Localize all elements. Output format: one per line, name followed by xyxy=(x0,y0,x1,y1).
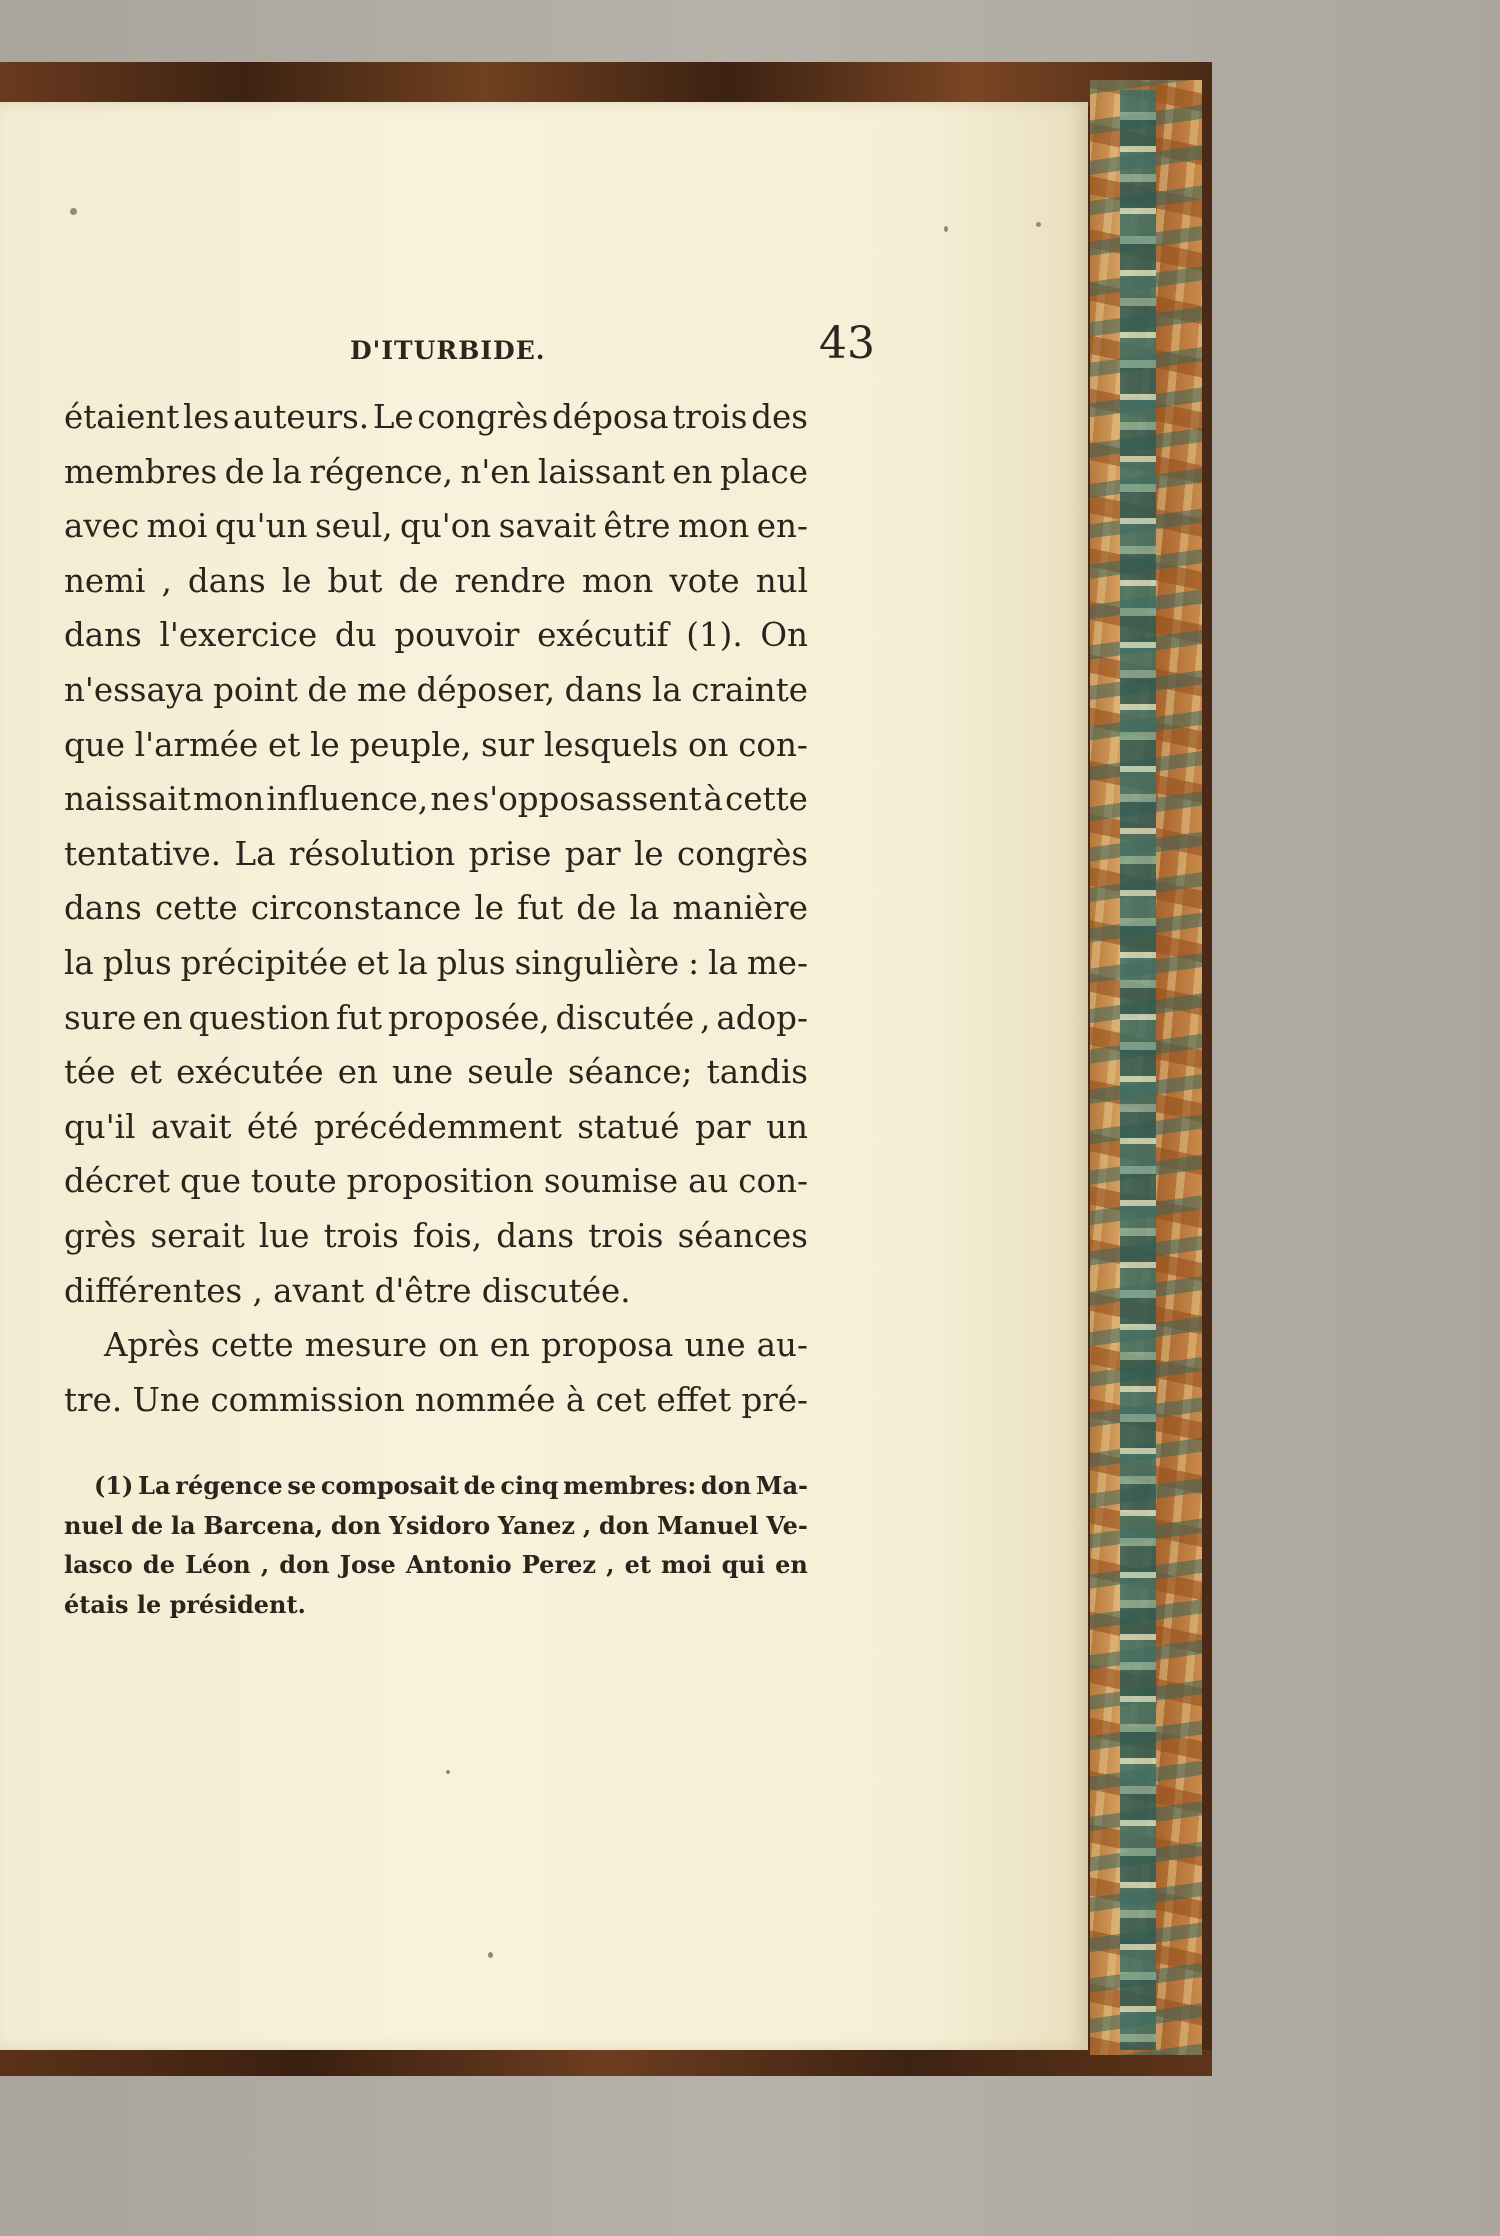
text-line: dans l'exercice du pouvoir exécutif (1). On xyxy=(64,616,808,655)
paper-speck xyxy=(70,208,77,215)
text-line: tée et exécutée en une seule séance; tandis xyxy=(64,1053,808,1092)
running-head xyxy=(64,318,875,378)
text-line: avec moi qu'un seul, qu'on savait être mon en- xyxy=(64,507,808,546)
paper-speck xyxy=(1036,222,1041,227)
text-line: nemi , dans le but de rendre mon vote nul xyxy=(64,561,808,600)
text-line: tentative. La résolution prise par le congrès xyxy=(64,834,808,873)
footnote-line: lasco de Léon , don Jose Antonio Perez , et moi qui en xyxy=(64,1550,808,1579)
body-text xyxy=(64,390,808,1427)
text-line: que l'armée et le peuple, sur lesquels on con- xyxy=(64,725,808,764)
footnote xyxy=(64,1466,808,1624)
text-line: sure en question fut proposée, discutée , adop- xyxy=(64,998,808,1037)
text-line: la plus précipitée et la plus singulière : la me- xyxy=(64,943,808,982)
cover-bottom-edge xyxy=(0,2050,1212,2076)
text-line: n'essaya point de me déposer, dans la crainte xyxy=(64,670,808,709)
paper-speck xyxy=(488,1952,493,1958)
text-line: grès serait lue trois fois, dans trois séances xyxy=(64,1216,808,1255)
page-number: 43 xyxy=(819,318,875,369)
marbled-pattern-stripe xyxy=(1120,90,1156,2050)
paper-speck xyxy=(944,226,948,232)
text-line: différentes , avant d'être discutée. xyxy=(64,1271,631,1310)
paper-speck xyxy=(446,1770,450,1774)
text-line: étaient les auteurs. Le congrès déposa trois des xyxy=(64,398,808,436)
text-line: décret que toute proposition soumise au con- xyxy=(64,1162,808,1201)
text-line: dans cette circonstance le fut de la manière xyxy=(64,889,808,928)
footnote-line: étais le président. xyxy=(64,1589,306,1619)
footnote-line: nuel de la Barcena, don Ysidoro Yanez , don Manuel Ve- xyxy=(64,1510,808,1540)
text-line: Après cette mesure on en proposa une au- xyxy=(104,1326,808,1365)
text-line: naissait mon influence, ne s'opposassent à cette xyxy=(64,780,808,819)
cover-top-edge xyxy=(0,62,1212,106)
running-title: D'ITURBIDE. xyxy=(350,336,546,365)
text-line: tre. Une commission nommée à cet effet pré- xyxy=(64,1380,808,1419)
text-line: qu'il avait été précédemment statué par un xyxy=(64,1107,808,1146)
text-line: membres de la régence, n'en laissant en place xyxy=(64,452,808,491)
footnote-line: (1) La régence se composait de cinq membres: don Ma- xyxy=(94,1471,808,1500)
